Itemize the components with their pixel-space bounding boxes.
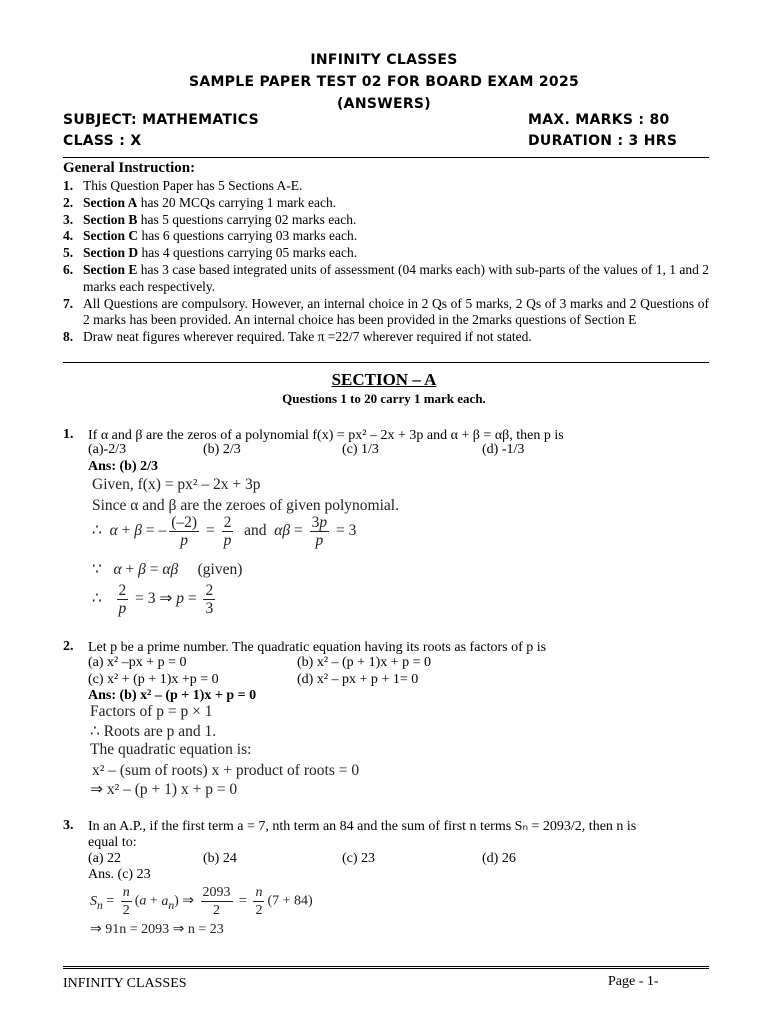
option-a: (a) 22: [88, 851, 122, 866]
instructions-list: [63, 178, 709, 346]
option-c: (c) 23: [342, 851, 376, 866]
answer: Ans: (b) 2/3: [88, 459, 159, 474]
solution-equation: ∴ α + β = – $\frac{(-2)}{p}$ = $\frac{2}{p}$ and αβ = $\frac{3p}{p}$ = 3: [92, 514, 357, 549]
question-text: Let p be a prime number. The quadratic equation having its roots as factors of p is: [88, 640, 547, 655]
option-a: (a) x² –px + p = 0: [88, 655, 187, 670]
instruction-item: 5. Section D has 4 questions carrying 05 marks each.: [63, 245, 358, 261]
instructions-divider: [63, 362, 709, 363]
header-divider: [63, 157, 709, 158]
option-d: (d) 26: [482, 851, 516, 866]
option-d: (d) -1/3: [482, 442, 525, 457]
page-number: Page - 1-: [608, 974, 659, 989]
solution-line: Given, f(x) = px² – 2x + 3p: [92, 476, 261, 493]
footer-divider: [63, 966, 709, 969]
question-number: 2.: [63, 639, 74, 654]
question-text: In an A.P., if the first term a = 7, nth term an 84 and the sum of first n terms Sₙ = 2093/2, then n is: [88, 819, 637, 834]
question-number: 1.: [63, 427, 74, 442]
option-c: (c) 1/3: [342, 442, 379, 457]
duration-label: DURATION : 3 HRS: [528, 133, 678, 149]
answer: Ans: (b) x² – (p + 1)x + p = 0: [88, 688, 257, 703]
section-subtitle: Questions 1 to 20 carry 1 mark each.: [282, 391, 486, 406]
paper-title: SAMPLE PAPER TEST 02 FOR BOARD EXAM 2025: [188, 74, 580, 90]
instruction-item: 8. Draw neat figures wherever required. Take π =22/7 wherever required if not stated.: [63, 329, 532, 345]
answer: Ans. (c) 23: [88, 867, 151, 882]
org-name: INFINITY CLASSES: [310, 52, 458, 68]
instruction-item: 2. Section A has 20 MCQs carrying 1 mark each.: [63, 194, 337, 210]
solution-line: Factors of p = p × 1: [90, 703, 213, 720]
question-text-continued: equal to:: [88, 835, 137, 850]
solution-line: ⇒ x² – (p + 1) x + p = 0: [90, 781, 238, 798]
section-title: SECTION – A: [331, 370, 437, 389]
footer-org: INFINITY CLASSES: [63, 976, 187, 991]
solution-line: ⇒ 91n = 2093 ⇒ n = 23: [90, 922, 224, 937]
solution-equation: $S_n$ = $\frac{n}{2}$ $(a + a_n)$ ⇒ $\frac{2093}{2}$ = $\frac{n}{2}$ (7 + 84): [90, 885, 313, 918]
option-b: (b) 2/3: [203, 442, 241, 457]
option-d: (d) x² – px + p + 1= 0: [297, 672, 419, 687]
instruction-item: 1. This Question Paper has 5 Sections A-E.: [63, 178, 303, 193]
option-c: (c) x² + (p + 1)x +p = 0: [88, 672, 219, 687]
paper-subtitle: (ANSWERS): [336, 96, 431, 112]
instruction-item: 4. Section C has 6 questions carrying 03 marks each.: [63, 228, 358, 244]
class-label: CLASS : X: [63, 133, 142, 149]
question-number: 3.: [63, 818, 74, 833]
solution-equation: ∴ $\frac{2}{p}$ = 3 ⇒ p = $\frac{2}{3}$: [92, 582, 214, 617]
option-b: (b) 24: [203, 851, 237, 866]
solution-equation: ∵ α + β = αβ (given): [92, 561, 243, 578]
instruction-item: 6. Section E has 3 case based integrated units of assessment (04 marks each) with sub-parts of the values of 1, 1 and 2 marks each respectively.: [63, 261, 709, 294]
option-a: (a)-2/3: [88, 442, 127, 457]
solution-line: x² – (sum of roots) x + product of roots = 0: [92, 762, 360, 779]
instructions-title: General Instruction:: [63, 160, 196, 176]
subject-label: SUBJECT: MATHEMATICS: [63, 112, 259, 128]
solution-line: Since α and β are the zeroes of given polynomial.: [92, 497, 399, 514]
instruction-item: 3. Section B has 5 questions carrying 02 marks each.: [63, 211, 357, 227]
solution-line: The quadratic equation is:: [90, 741, 252, 758]
question-text: If α and β are the zeros of a polynomial f(x) = px² – 2x + 3p and α + β = αβ, then p is: [88, 428, 564, 443]
max-marks-label: MAX. MARKS : 80: [528, 112, 670, 128]
option-b: (b) x² – (p + 1)x + p = 0: [297, 655, 432, 670]
instruction-item: 7. All Questions are compulsory. However, an internal choice in 2 Qs of 5 marks, 2 Qs of 3 marks and 2 Questions of 2 marks has been provided. An internal choice has been provided in the 2marks questions of Section E: [63, 295, 709, 328]
solution-line: ∴ Roots are p and 1.: [90, 723, 217, 740]
